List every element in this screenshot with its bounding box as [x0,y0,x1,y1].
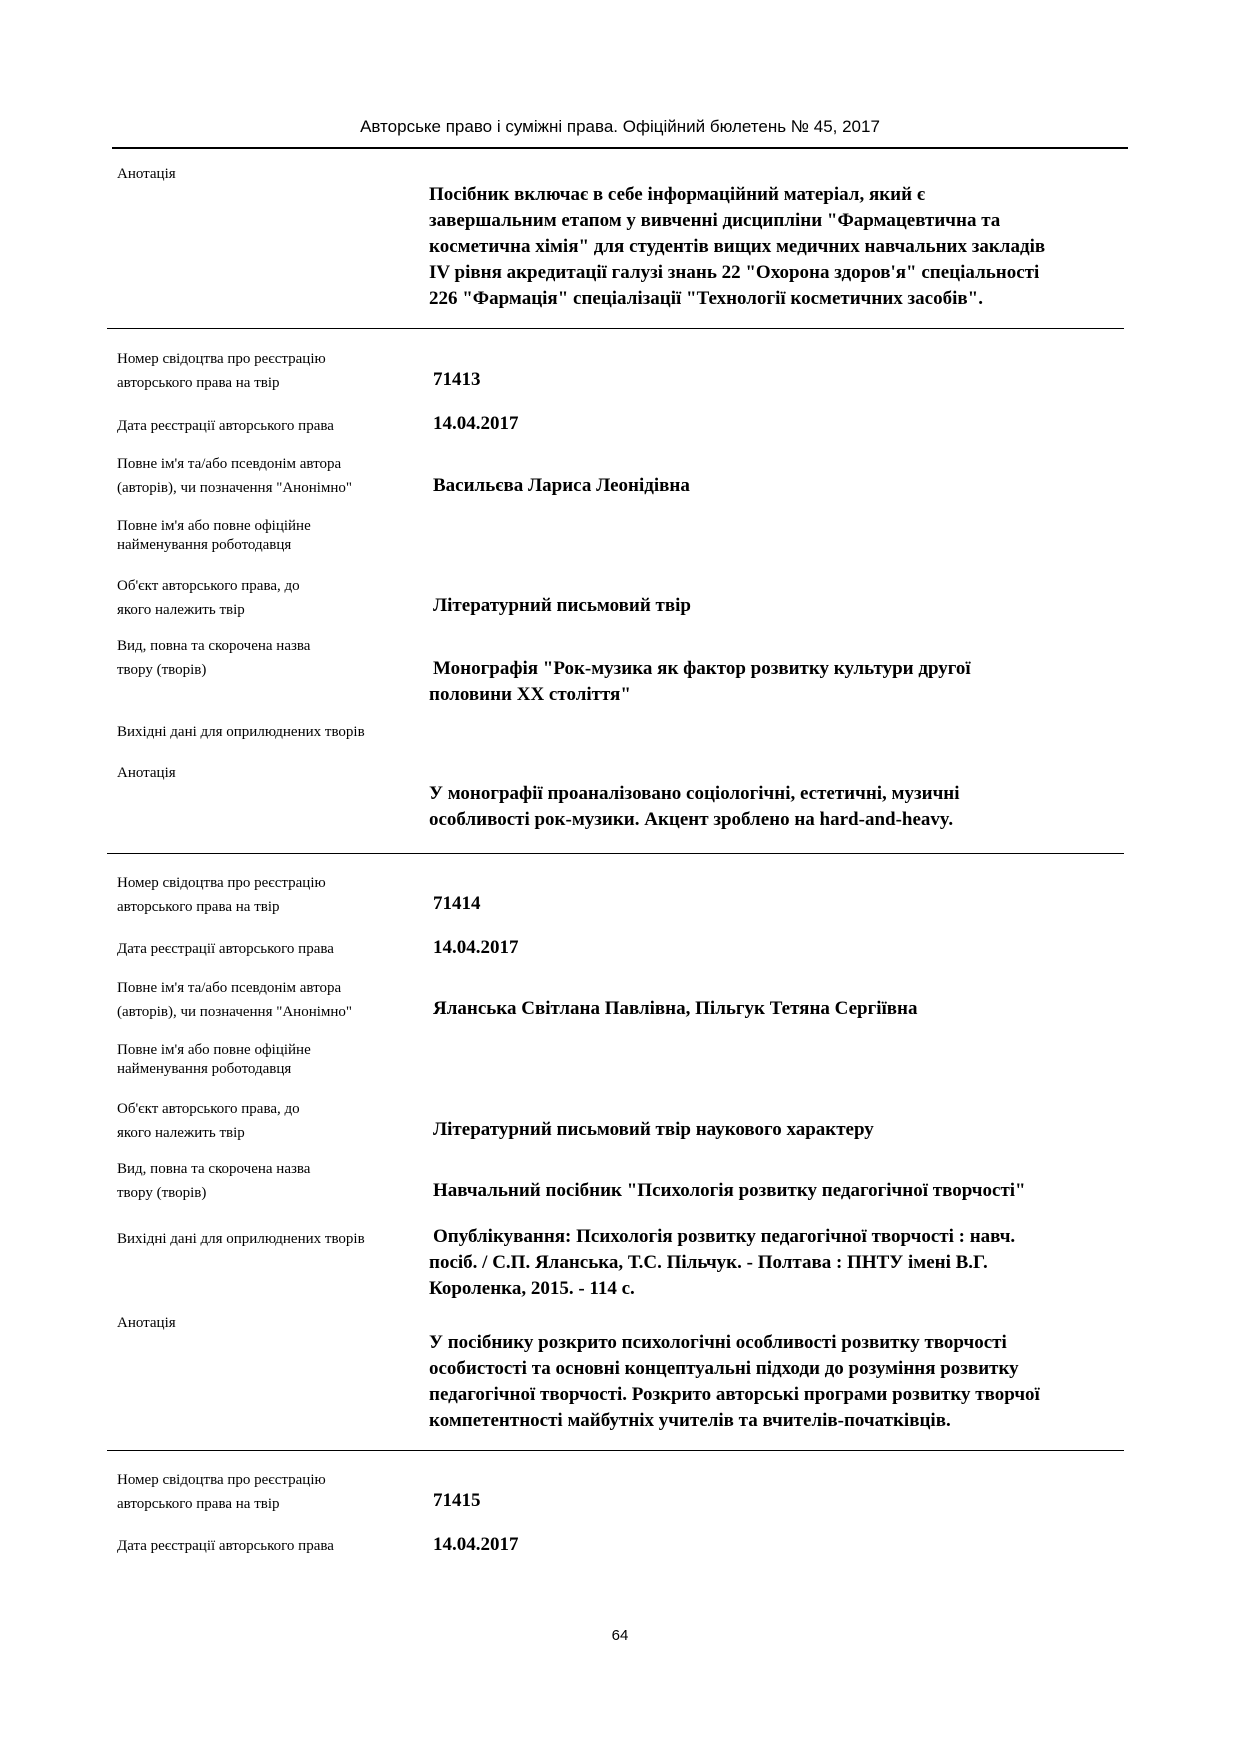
cert-number-label: Номер свідоцтва про реєстрацію авторського права на твір [117,1472,326,1512]
reg-date-label: Дата реєстрації авторського права [117,1538,334,1554]
object-label: Об'єкт авторського права, до якого належить твір [117,1101,300,1141]
cert-number-value: 71415 [433,1490,481,1511]
annotation-value: У монографії проаналізовано соціологічні, естетичні, музичні особливості рок-музики. Акцент зроблено на hard-and-heavy. [429,783,960,830]
kind-label: Вид, повна та скорочена назва твору (творів) [117,638,311,678]
author-label: Повне ім'я та/або псевдонім автора (авторів), чи позначення "Анонімно" [117,980,353,1020]
annotation-label: Анотація [117,765,176,781]
page-number: 64 [611,1627,629,1644]
bulletin-header: Авторське право і суміжні права. Офіційний бюлетень № 45, 2017 [360,117,880,136]
cert-number-value: 71414 [433,893,481,914]
entry-divider [107,1450,1124,1451]
cert-number-value: 71413 [433,369,481,390]
reg-date-value: 14.04.2017 [433,937,519,958]
reg-date-value: 14.04.2017 [433,1534,519,1555]
reg-date-label: Дата реєстрації авторського права [117,941,334,957]
annotation-label: Анотація [117,1315,176,1331]
author-label: Повне ім'я та/або псевдонім автора (авторів), чи позначення "Анонімно" [117,456,353,496]
employer-label: Повне ім'я або повне офіційне найменування роботодавця [117,518,311,553]
title-value: Навчальний посібник "Психологія розвитку педагогічної творчості" [433,1180,1026,1201]
reg-date-value: 14.04.2017 [433,413,519,434]
output-data-label: Вихідні дані для оприлюднених творів [117,724,365,740]
output-data-label: Вихідні дані для оприлюднених творів [117,1231,365,1247]
object-label: Об'єкт авторського права, до якого належить твір [117,578,300,618]
author-value: Васильєва Лариса Леонідівна [433,475,690,496]
cert-number-label: Номер свідоцтва про реєстрацію авторського права на твір [117,875,326,915]
annotation-label: Анотація [117,166,176,182]
header-divider [112,147,1128,149]
entry-divider [107,853,1124,854]
output-data-value: Опублікування: Психологія розвитку педагогічної творчості : навч. посіб. / С.П. Яланська, Т.С. Пільчук. - Полтава : ПНТУ імені В.Г. Короленка, 2015. - 114 с. [429,1226,1016,1299]
kind-label: Вид, повна та скорочена назва твору (творів) [117,1161,311,1201]
entry-divider [107,328,1124,329]
object-value: Літературний письмовий твір [433,595,691,616]
reg-date-label: Дата реєстрації авторського права [117,418,334,434]
author-value: Яланська Світлана Павлівна, Пільгук Тетяна Сергіївна [433,998,918,1019]
title-value: Монографія "Рок-музика як фактор розвитку культури другої половини XX століття" [429,658,971,705]
cert-number-label: Номер свідоцтва про реєстрацію авторського права на твір [117,351,326,391]
employer-label: Повне ім'я або повне офіційне найменування роботодавця [117,1042,311,1077]
annotation-value: Посібник включає в себе інформаційний матеріал, який є завершальним етапом у вивченні дисципліни "Фармацевтична та косметична хімія" для студентів вищих медичних навчальних закладів IV рівня акредитації галузі знань 22 "Охорона здоров'я" спеціальності 226 "Фармація" спеціалізації "Технології косметичних засобів". [429,184,1046,309]
object-value: Літературний письмовий твір наукового характеру [433,1119,874,1140]
annotation-value: У посібнику розкрито психологічні особливості розвитку творчості особистості та основні концептуальні підходи до розуміння розвитку педагогічної творчості. Розкрито авторські програми розвитку творчої компетентності майбутніх учителів та вчителів-початківців. [429,1332,1040,1431]
